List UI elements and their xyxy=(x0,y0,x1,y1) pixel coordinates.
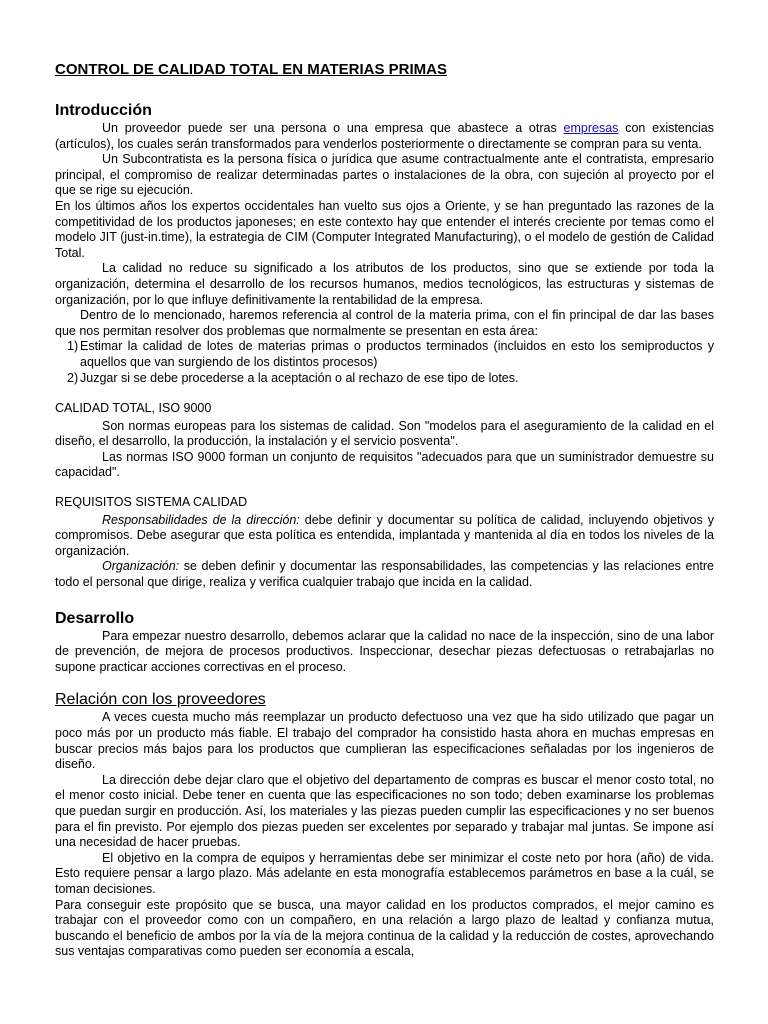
paragraph-organizacion xyxy=(55,559,714,590)
paragraph-reemplazar: A veces cuesta mucho más reemplazar un producto defectuoso una vez que ha sido utilizado que pagar un poco más por un producto más fiable. El trabajo del comprador ha consistido hasta ahora en muchas empresas en buscar precios más bajos para los productos que cumplieran las especificaciones señaladas por los ingenieros de diseño. xyxy=(55,710,714,772)
paragraph-oriente: En los últimos años los expertos occidentales han vuelto sus ojos a Oriente, y se han preguntado las razones de la competitividad de los productos japoneses; en este contexto hay que entender el interés creciente por temas como el modelo JIT (just-in.time), la estrategia de CIM (Computer Integrated Manufacturing), o el modelo de gestión de Calidad Total. xyxy=(55,198,714,260)
list-text: Juzgar si se debe procederse a la aceptación o al rechazo de ese tipo de lotes. xyxy=(80,370,519,385)
paragraph-direccion: La dirección debe dejar claro que el objetivo del departamento de compras es buscar el menor costo total, no el menor costo inicial. Debe tener en cuenta que las especificaciones no son todo; deben examinarse los problemas que puedan surgir en producción. Así, los materiales y las piezas pueden cumplir las especificaciones y no ser buenos para el fin previsto. Por ejemplo dos piezas pueden ser excelentes por separado y trabajar mal juntas. Se impone así una necesidad de hacer pruebas. xyxy=(55,772,714,850)
paragraph-desarrollo: Para empezar nuestro desarrollo, debemos aclarar que la calidad no nace de la inspección, sino de una labor de prevención, de mejora de procesos productivos. Inspeccionar, desechar piezas defectuosas o retrabajarlas no supone practicar acciones correctivas en el proceso. xyxy=(55,628,714,674)
paragraph-iso-normas: Son normas europeas para los sistemas de calidad. Son "modelos para el aseguramiento de la calidad en el diseño, el desarrollo, la producción, la instalación y el servicio posventa". xyxy=(55,418,714,449)
list-text: Estimar la calidad de lotes de materias primas o productos terminados (incluidos en esto los semiproductos y aquellos que van surgiendo de los distintos procesos) xyxy=(80,339,714,369)
document-page xyxy=(55,60,714,960)
paragraph-subcontratista: Un Subcontratista es la persona física o jurídica que asume contractualmente ante el contratista, empresario principal, el compromiso de realizar determinadas partes o instalaciones de la obra, con sujeción al proyecto por el que se rige su ejecución. xyxy=(55,152,714,198)
paragraph-iso-requisitos: Las normas ISO 9000 forman un conjunto de requisitos "adecuados para que un suministrador demuestre su capacidad". xyxy=(55,449,714,480)
text-span: se deben definir y documentar las responsabilidades, las competencias y las relaciones entre todo el personal que dirige, realiza y verifica cualquier trabajo que incida en la calidad. xyxy=(55,559,714,590)
heading-introduccion: Introducción xyxy=(55,102,152,119)
text-span: debe definir y documentar su política de calidad, incluyendo objetivos y compromisos. Debe asegurar que esta política es entendida, implantada y mantenida al día en todos los niveles de la organización. xyxy=(55,512,714,558)
emphasis-text: Organización: xyxy=(102,559,180,574)
paragraph-responsabilidades xyxy=(55,513,714,560)
list-item xyxy=(55,371,714,387)
document-title: CONTROL DE CALIDAD TOTAL EN MATERIAS PRIMAS xyxy=(55,61,447,78)
paragraph-materia-prima: Dentro de lo mencionado, haremos referencia al control de la materia prima, con el fin principal de dar las bases que nos permitan resolver dos problemas que normalmente se presentan en esta área: xyxy=(55,308,714,338)
heading-proveedores xyxy=(55,690,714,709)
list-item xyxy=(55,339,714,370)
list-number: 2) xyxy=(67,370,79,385)
emphasis-text: Responsabilidades de la dirección: xyxy=(102,512,300,527)
heading-proveedores-text: Relación con los proveedores xyxy=(55,691,266,709)
text-span: con existencias (artículos), los cuales serán transformados para venderlos posteriormente o directamente se compran para su venta. xyxy=(55,121,715,151)
paragraph-proveedor xyxy=(55,121,714,152)
list-number: 1) xyxy=(67,339,79,354)
heading-requisitos: REQUISITOS SISTEMA CALIDAD xyxy=(55,495,248,510)
problems-list xyxy=(55,339,714,386)
heading-desarrollo: Desarrollo xyxy=(55,609,135,627)
paragraph-objetivo: El objetivo en la compra de equipos y herramientas debe ser minimizar el coste neto por hora (año) de vida. Esto requiere pensar a largo plazo. Más adelante en esta monografía establecemos parámetros en base a la cuál, se toman decisiones. xyxy=(55,850,714,896)
empresas-link[interactable]: empresas xyxy=(563,121,619,135)
paragraph-proposito: Para conseguir este propósito que se busca, una mayor calidad en los productos comprados, el mejor camino es trabajar con el proveedor como con un compañero, en una relación a largo plazo de lealtad y confianza mutua, buscando el beneficio de ambos por la vía de la mejora continua de la calidad y la reducción de costes, aprovechando sus ventajas comparativas como pueden ser economía a escala, xyxy=(55,897,714,959)
paragraph-calidad: La calidad no reduce su significado a los atributos de los productos, sino que se extiende por toda la organización, determina el desarrollo de los recursos humanos, medios tecnológicos, las estructuras y sistemas de organización, por lo que influye definitivamente la rentabilidad de la empresa. xyxy=(55,261,714,307)
heading-iso: CALIDAD TOTAL, ISO 9000 xyxy=(55,401,212,416)
text-span: Un proveedor puede ser una persona o una empresa que abastece a otras xyxy=(102,121,564,135)
